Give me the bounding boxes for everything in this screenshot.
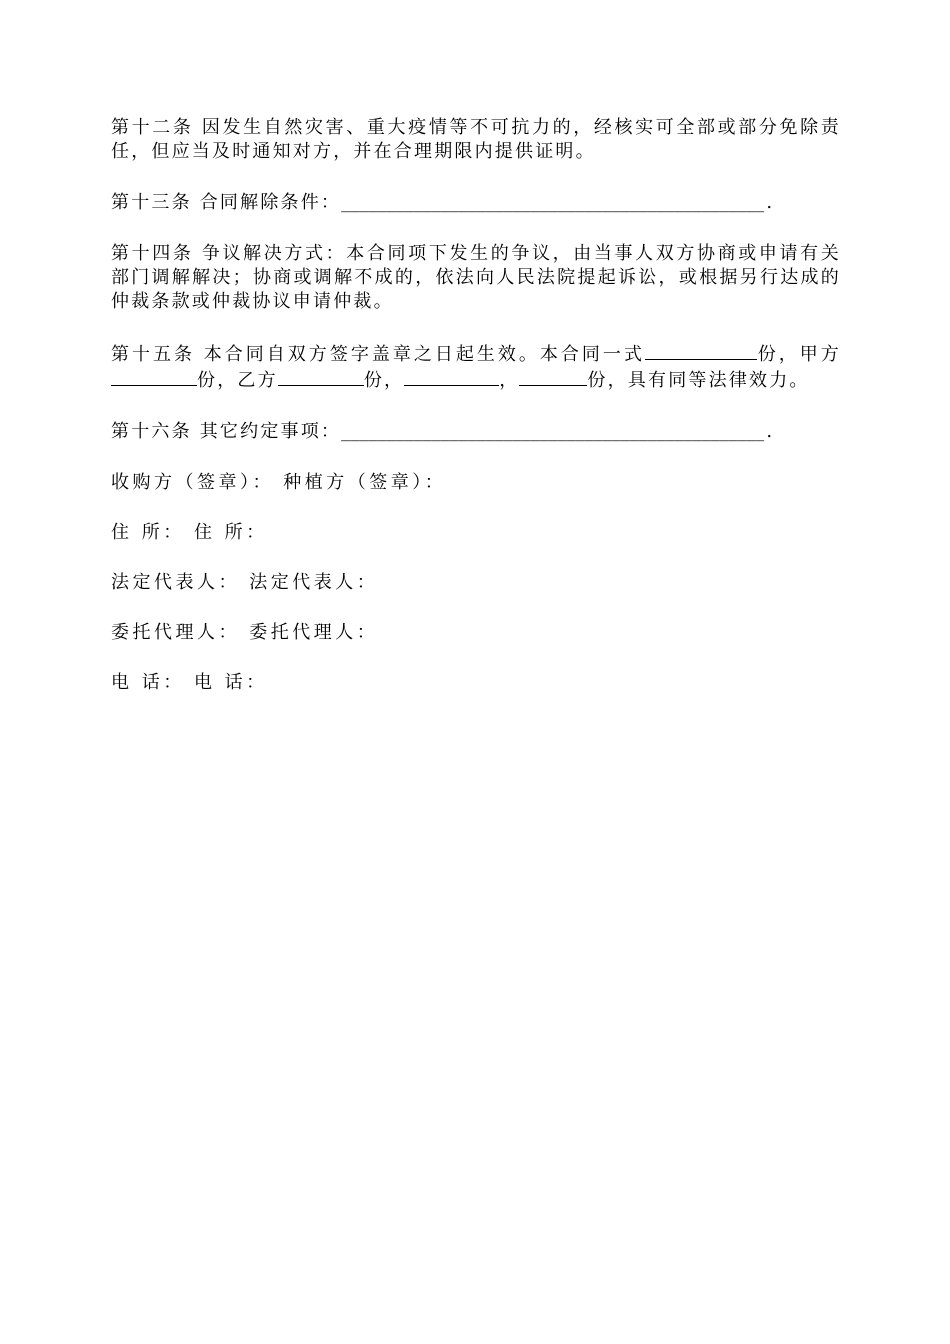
clause-15-text-c: 份，乙方 xyxy=(197,370,278,391)
signature-party-line: 收购方（签章）： 种植方（签章）： xyxy=(111,472,447,493)
signature-agent-line: 委托代理人： 委托代理人： xyxy=(111,622,379,643)
other-holder-blank xyxy=(404,367,499,386)
clause-15 xyxy=(111,341,841,393)
contract-page xyxy=(111,116,841,721)
clause-16-label: 第十六条 其它约定事项： xyxy=(111,421,342,442)
clause-15-text-a: 第十五条 本合同自双方签字盖章之日起生效。本合同一式 xyxy=(111,344,645,365)
clause-13-blank: ______________________________________________ xyxy=(341,192,756,213)
party-b-copies-blank xyxy=(278,367,364,386)
clause-16-blank: ______________________________________________ xyxy=(341,421,756,442)
clause-13 xyxy=(111,191,841,215)
clause-15-text-e: ， xyxy=(499,370,520,391)
signature-address-line: 住 所： 住 所： xyxy=(111,522,268,543)
clause-15-text-f: 份，具有同等法律效力。 xyxy=(587,370,810,391)
other-copies-blank xyxy=(519,367,587,386)
clause-13-label: 第十三条 合同解除条件： xyxy=(111,192,342,213)
clause-13-tail: _. xyxy=(755,192,775,213)
clause-15-text-b: 份，甲方 xyxy=(756,344,841,365)
signature-legal-rep-line: 法定代表人： 法定代表人： xyxy=(111,572,379,593)
clause-16-tail: _. xyxy=(755,421,775,442)
clause-12: 第十二条 因发生自然灾害、重大疫情等不可抗力的，经核实可全部或部分免除责任，但应当及时通知对方，并在合理期限内提供证明。 xyxy=(111,117,841,162)
party-a-copies-blank xyxy=(111,367,197,386)
clause-16 xyxy=(111,420,841,444)
signature-phone-line: 电 话： 电 话： xyxy=(111,672,268,693)
copies-total-blank xyxy=(645,341,757,360)
clause-14: 第十四条 争议解决方式：本合同项下发生的争议，由当事人双方协商或申请有关部门调解解决；协商或调解不成的，依法向人民法院提起诉讼，或根据另行达成的仲裁条款或仲裁协议申请仲裁。 xyxy=(111,243,841,312)
clause-15-text-d: 份， xyxy=(363,370,405,391)
